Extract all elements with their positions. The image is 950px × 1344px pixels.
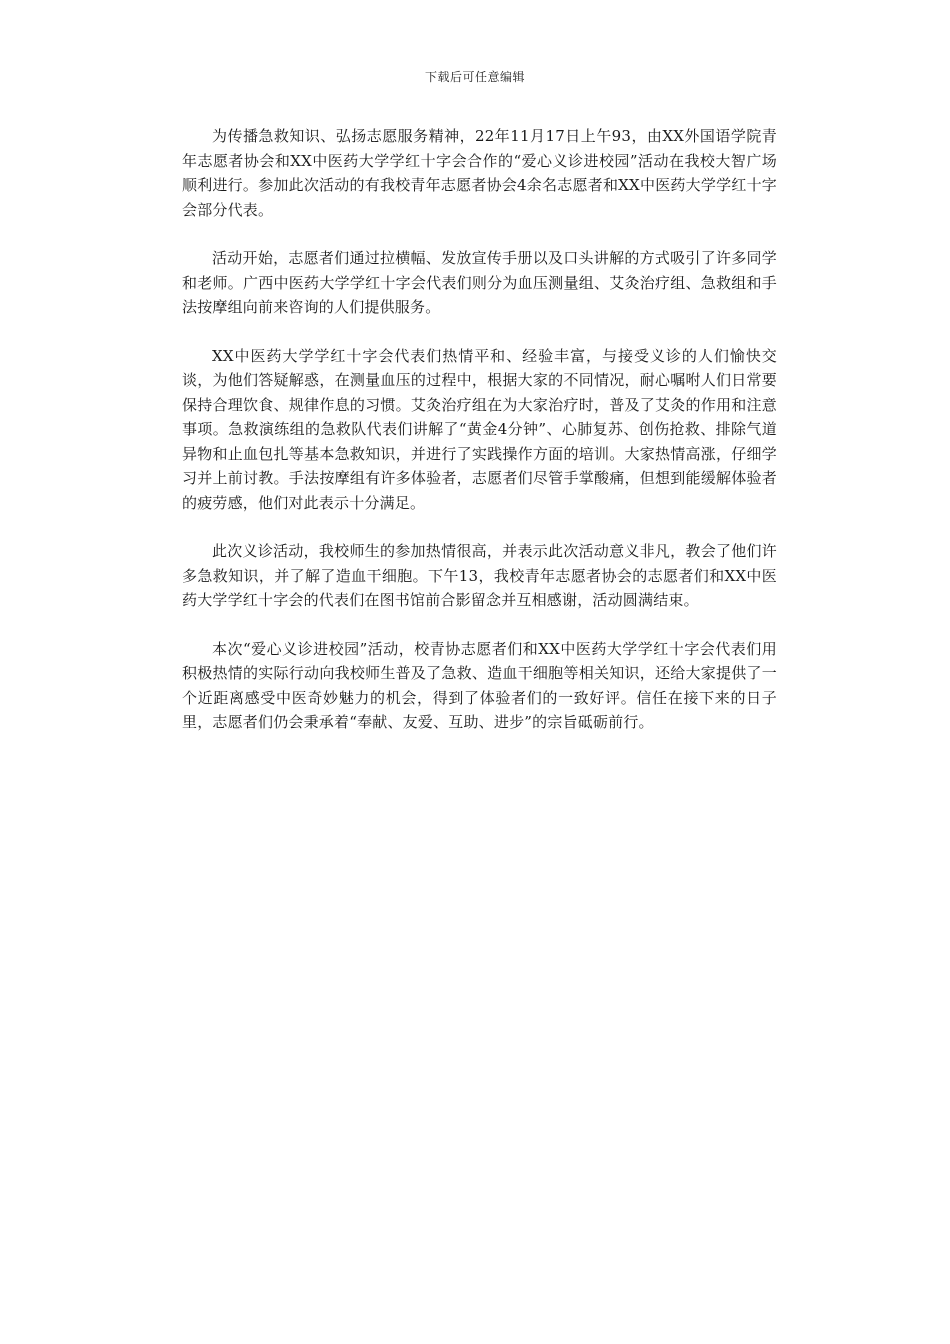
- paragraph-1: 为传播急救知识、弘扬志愿服务精神，22年11月17日上午93，由XX外国语学院青年志愿者协会和XX中医药大学学红十字会合作的“爱心义诊进校园”活动在我校大智广场顺利进行。参加此次活动的有我校青年志愿者协会4余名志愿者和XX中医药大学学红十字会部分代表。: [182, 127, 777, 219]
- document-body: [182, 124, 777, 759]
- page-header: 下载后可任意编辑: [424, 70, 525, 84]
- paragraph-5: 本次“爱心义诊进校园”活动，校青协志愿者们和XX中医药大学学红十字会代表们用积极热情的实际行动向我校师生普及了急救、造血干细胞等相关知识，还给大家提供了一个近距离感受中医奇妙魅力的机会，得到了体验者们的一致好评。信任在接下来的日子里，志愿者们仍会秉承着“奉献、友爱、互助、进步”的宗旨砥砺前行。: [182, 639, 777, 731]
- paragraph-2: 活动开始，志愿者们通过拉横幅、发放宣传手册以及口头讲解的方式吸引了许多同学和老师。广西中医药大学学红十字会代表们则分为血压测量组、艾灸治疗组、急救组和手法按摩组向前来咨询的人们提供服务。: [182, 249, 777, 316]
- paragraph-3: XX中医药大学学红十字会代表们热情平和、经验丰富，与接受义诊的人们愉快交谈，为他们答疑解惑，在测量血压的过程中，根据大家的不同情况，耐心嘱咐人们日常要保持合理饮食、规律作息的习惯。艾灸治疗组在为大家治疗时，普及了艾灸的作用和注意事项。急救演练组的急救队代表们讲解了“黄金4分钟”、心肺复苏、创伤抢救、排除气道异物和止血包扎等基本急救知识，并进行了实践操作方面的培训。大家热情高涨，仔细学习并上前讨教。手法按摩组有许多体验者，志愿者们尽管手掌酸痛，但想到能缓解体验者的疲劳感，他们对此表示十分满足。: [182, 346, 777, 512]
- paragraph-4: 此次义诊活动，我校师生的参加热情很高，并表示此次活动意义非凡，教会了他们许多急救知识，并了解了造血干细胞。下午13，我校青年志愿者协会的志愿者们和XX中医药大学学红十字会的代表们在图书馆前合影留念并互相感谢，活动圆满结束。: [182, 542, 777, 609]
